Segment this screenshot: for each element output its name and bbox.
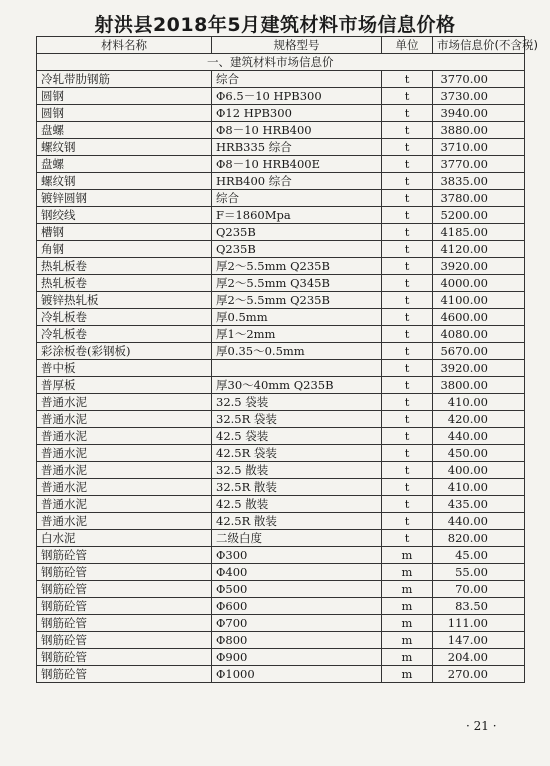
price-cell: 440.00 <box>433 513 525 530</box>
unit-cell: t <box>382 139 433 156</box>
price-cell: 83.50 <box>433 598 525 615</box>
spec-cell <box>212 360 382 377</box>
table-row <box>37 360 525 377</box>
material-name-cell: 螺纹钢 <box>37 173 212 190</box>
price-cell: 5200.00 <box>433 207 525 224</box>
spec-cell: 厚0.35～0.5mm <box>212 343 382 360</box>
unit-cell: t <box>382 360 433 377</box>
table-row <box>37 156 525 173</box>
price-cell: 820.00 <box>433 530 525 547</box>
spec-cell: Φ400 <box>212 564 382 581</box>
header-spec: 规格型号 <box>212 37 382 54</box>
table-row <box>37 530 525 547</box>
table-row <box>37 122 525 139</box>
spec-cell: 42.5 袋装 <box>212 428 382 445</box>
spec-cell: 42.5R 散装 <box>212 513 382 530</box>
price-cell: 4185.00 <box>433 224 525 241</box>
table-row <box>37 564 525 581</box>
spec-cell: 综合 <box>212 71 382 88</box>
unit-cell: t <box>382 241 433 258</box>
unit-cell: m <box>382 666 433 683</box>
table-row <box>37 411 525 428</box>
price-cell: 3780.00 <box>433 190 525 207</box>
unit-cell: m <box>382 547 433 564</box>
table-row <box>37 241 525 258</box>
table-row <box>37 496 525 513</box>
table-row <box>37 190 525 207</box>
material-name-cell: 冷轧板卷 <box>37 309 212 326</box>
price-cell: 3730.00 <box>433 88 525 105</box>
spec-cell: Φ8－10 HRB400 <box>212 122 382 139</box>
price-cell: 410.00 <box>433 479 525 496</box>
spec-cell: Φ600 <box>212 598 382 615</box>
material-name-cell: 普通水泥 <box>37 462 212 479</box>
header-unit: 单位 <box>382 37 433 54</box>
price-cell: 435.00 <box>433 496 525 513</box>
price-cell: 4000.00 <box>433 275 525 292</box>
spec-cell: 综合 <box>212 190 382 207</box>
table-row <box>37 666 525 683</box>
price-cell: 3920.00 <box>433 258 525 275</box>
table-row <box>37 632 525 649</box>
price-cell: 400.00 <box>433 462 525 479</box>
table-row <box>37 581 525 598</box>
table-row <box>37 462 525 479</box>
table-row <box>37 513 525 530</box>
unit-cell: t <box>382 190 433 207</box>
unit-cell: t <box>382 258 433 275</box>
price-cell: 3940.00 <box>433 105 525 122</box>
price-cell: 70.00 <box>433 581 525 598</box>
spec-cell: Φ500 <box>212 581 382 598</box>
material-name-cell: 钢筋砼管 <box>37 632 212 649</box>
price-cell: 3770.00 <box>433 71 525 88</box>
spec-cell: Φ1000 <box>212 666 382 683</box>
unit-cell: t <box>382 207 433 224</box>
spec-cell: Q235B <box>212 241 382 258</box>
unit-cell: m <box>382 632 433 649</box>
table-row <box>37 173 525 190</box>
unit-cell: t <box>382 326 433 343</box>
material-name-cell: 冷轧带肋钢筋 <box>37 71 212 88</box>
table-row <box>37 615 525 632</box>
table-row <box>37 275 525 292</box>
table-row <box>37 224 525 241</box>
material-name-cell: 圆钢 <box>37 105 212 122</box>
unit-cell: t <box>382 71 433 88</box>
price-cell: 410.00 <box>433 394 525 411</box>
spec-cell: 32.5R 散装 <box>212 479 382 496</box>
spec-cell: 厚0.5mm <box>212 309 382 326</box>
material-name-cell: 钢筋砼管 <box>37 615 212 632</box>
material-name-cell: 普通水泥 <box>37 394 212 411</box>
spec-cell: 厚2～5.5mm Q235B <box>212 292 382 309</box>
unit-cell: m <box>382 649 433 666</box>
table-row <box>37 105 525 122</box>
price-cell: 450.00 <box>433 445 525 462</box>
spec-cell: Φ300 <box>212 547 382 564</box>
price-cell: 4120.00 <box>433 241 525 258</box>
material-name-cell: 盘螺 <box>37 122 212 139</box>
page-title: 射洪县2018年5月建筑材料市场信息价格 <box>94 14 456 36</box>
spec-cell: 42.5 散装 <box>212 496 382 513</box>
material-name-cell: 槽钢 <box>37 224 212 241</box>
section-title: 一、建筑材料市场信息价 <box>37 54 525 71</box>
material-name-cell: 镀锌热轧板 <box>37 292 212 309</box>
material-name-cell: 钢绞线 <box>37 207 212 224</box>
material-name-cell: 普通水泥 <box>37 428 212 445</box>
spec-cell: 厚2～5.5mm Q235B <box>212 258 382 275</box>
table-header-row <box>37 37 525 54</box>
price-cell: 4600.00 <box>433 309 525 326</box>
table-row <box>37 71 525 88</box>
spec-cell: Φ6.5－10 HPB300 <box>212 88 382 105</box>
material-name-cell: 热轧板卷 <box>37 258 212 275</box>
material-name-cell: 普厚板 <box>37 377 212 394</box>
spec-cell: 厚2～5.5mm Q345B <box>212 275 382 292</box>
spec-cell: 厚1～2mm <box>212 326 382 343</box>
unit-cell: t <box>382 224 433 241</box>
spec-cell: HRB335 综合 <box>212 139 382 156</box>
price-cell: 270.00 <box>433 666 525 683</box>
price-cell: 3800.00 <box>433 377 525 394</box>
price-cell: 147.00 <box>433 632 525 649</box>
material-name-cell: 彩涂板卷(彩钢板) <box>37 343 212 360</box>
material-name-cell: 角钢 <box>37 241 212 258</box>
price-cell: 111.00 <box>433 615 525 632</box>
header-material-name: 材料名称 <box>37 37 212 54</box>
unit-cell: t <box>382 377 433 394</box>
price-cell: 3920.00 <box>433 360 525 377</box>
material-name-cell: 盘螺 <box>37 156 212 173</box>
unit-cell: m <box>382 581 433 598</box>
unit-cell: t <box>382 462 433 479</box>
material-name-cell: 镀锌圆钢 <box>37 190 212 207</box>
table-row <box>37 394 525 411</box>
material-name-cell: 冷轧板卷 <box>37 326 212 343</box>
unit-cell: t <box>382 513 433 530</box>
spec-cell: Φ800 <box>212 632 382 649</box>
price-cell: 5670.00 <box>433 343 525 360</box>
unit-cell: m <box>382 564 433 581</box>
material-name-cell: 普通水泥 <box>37 411 212 428</box>
unit-cell: t <box>382 496 433 513</box>
material-name-cell: 钢筋砼管 <box>37 649 212 666</box>
price-cell: 3710.00 <box>433 139 525 156</box>
price-cell: 55.00 <box>433 564 525 581</box>
spec-cell: 32.5R 袋装 <box>212 411 382 428</box>
price-cell: 3835.00 <box>433 173 525 190</box>
price-cell: 3880.00 <box>433 122 525 139</box>
section-row <box>37 54 525 71</box>
table-row <box>37 445 525 462</box>
price-cell: 440.00 <box>433 428 525 445</box>
material-name-cell: 普通水泥 <box>37 513 212 530</box>
spec-cell: HRB400 综合 <box>212 173 382 190</box>
table-row <box>37 139 525 156</box>
table-row <box>37 377 525 394</box>
spec-cell: Φ700 <box>212 615 382 632</box>
spec-cell: Φ12 HPB300 <box>212 105 382 122</box>
unit-cell: t <box>382 173 433 190</box>
material-name-cell: 钢筋砼管 <box>37 547 212 564</box>
price-table <box>36 36 538 683</box>
price-cell: 420.00 <box>433 411 525 428</box>
material-name-cell: 普通水泥 <box>37 496 212 513</box>
table-row <box>37 598 525 615</box>
spec-cell: 二级白度 <box>212 530 382 547</box>
table-row <box>37 88 525 105</box>
price-cell: 4100.00 <box>433 292 525 309</box>
price-cell: 204.00 <box>433 649 525 666</box>
unit-cell: t <box>382 292 433 309</box>
table-row <box>37 258 525 275</box>
unit-cell: m <box>382 615 433 632</box>
table-row <box>37 326 525 343</box>
spec-cell: Q235B <box>212 224 382 241</box>
unit-cell: t <box>382 445 433 462</box>
material-name-cell: 钢筋砼管 <box>37 666 212 683</box>
price-cell: 4080.00 <box>433 326 525 343</box>
table-row <box>37 309 525 326</box>
unit-cell: t <box>382 428 433 445</box>
unit-cell: m <box>382 598 433 615</box>
material-name-cell: 钢筋砼管 <box>37 564 212 581</box>
unit-cell: t <box>382 530 433 547</box>
material-name-cell: 螺纹钢 <box>37 139 212 156</box>
unit-cell: t <box>382 105 433 122</box>
table-row <box>37 343 525 360</box>
material-name-cell: 热轧板卷 <box>37 275 212 292</box>
material-name-cell: 圆钢 <box>37 88 212 105</box>
material-name-cell: 普通水泥 <box>37 445 212 462</box>
price-cell: 45.00 <box>433 547 525 564</box>
unit-cell: t <box>382 343 433 360</box>
spec-cell: 32.5 散装 <box>212 462 382 479</box>
unit-cell: t <box>382 309 433 326</box>
unit-cell: t <box>382 479 433 496</box>
header-price: 市场信息价(不含税) <box>433 37 525 54</box>
spec-cell: Φ8－10 HRB400E <box>212 156 382 173</box>
unit-cell: t <box>382 156 433 173</box>
table-row <box>37 547 525 564</box>
table-row <box>37 479 525 496</box>
material-name-cell: 普中板 <box>37 360 212 377</box>
spec-cell: Φ900 <box>212 649 382 666</box>
material-name-cell: 钢筋砼管 <box>37 598 212 615</box>
unit-cell: t <box>382 275 433 292</box>
page-number: · 21 · <box>466 719 497 733</box>
material-name-cell: 普通水泥 <box>37 479 212 496</box>
spec-cell: 厚30～40mm Q235B <box>212 377 382 394</box>
unit-cell: t <box>382 411 433 428</box>
table-row <box>37 292 525 309</box>
unit-cell: t <box>382 122 433 139</box>
spec-cell: F＝1860Mpa <box>212 207 382 224</box>
material-name-cell: 白水泥 <box>37 530 212 547</box>
table-row <box>37 428 525 445</box>
unit-cell: t <box>382 88 433 105</box>
spec-cell: 32.5 袋装 <box>212 394 382 411</box>
table-row <box>37 207 525 224</box>
spec-cell: 42.5R 袋装 <box>212 445 382 462</box>
unit-cell: t <box>382 394 433 411</box>
price-cell: 3770.00 <box>433 156 525 173</box>
table-row <box>37 649 525 666</box>
material-name-cell: 钢筋砼管 <box>37 581 212 598</box>
